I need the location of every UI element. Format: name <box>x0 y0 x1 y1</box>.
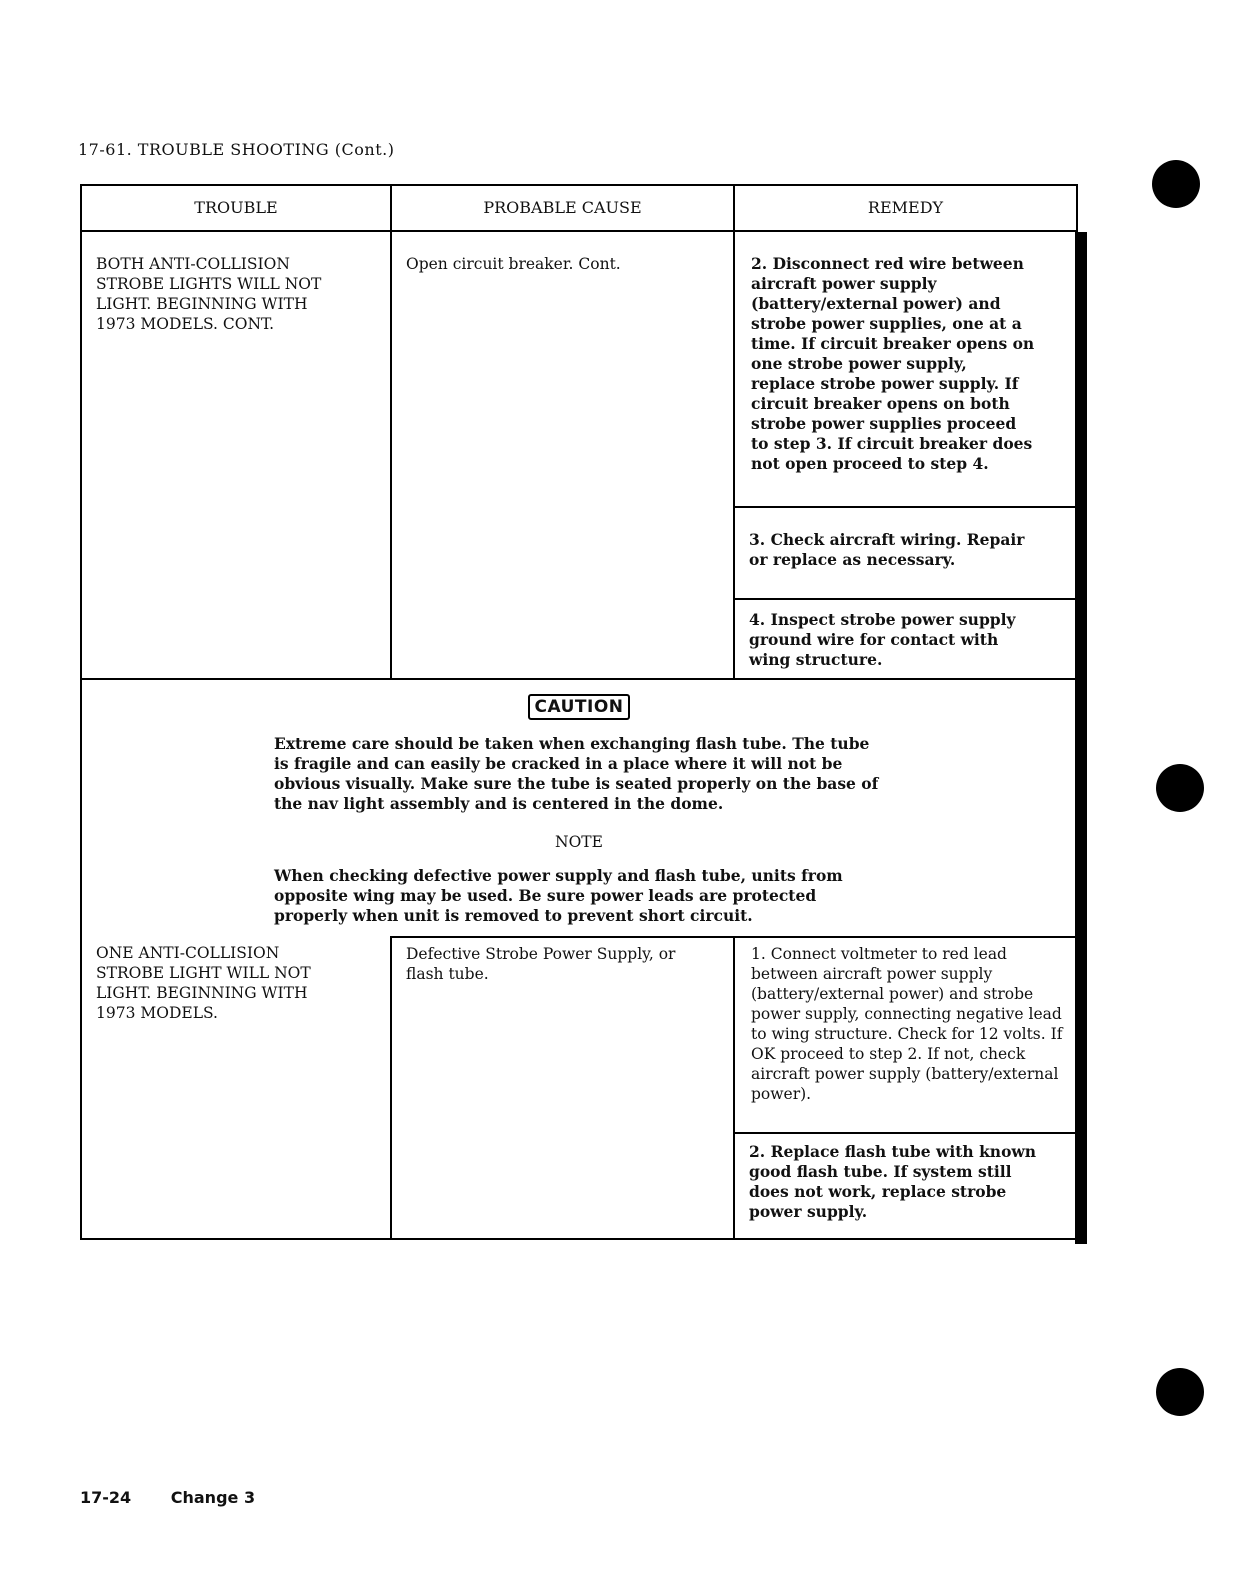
trouble-cell <box>81 231 391 679</box>
table-row <box>81 231 1077 507</box>
remedy-cell <box>734 599 1077 679</box>
punch-hole-top <box>1152 160 1200 208</box>
cause-cell <box>391 231 734 679</box>
note-label: NOTE <box>555 833 603 851</box>
remedy-cell <box>734 507 1077 599</box>
remedy-step-3: 3. Check aircraft wiring. Repair or replace as necessary. <box>749 530 1025 569</box>
section-title: 17-61. TROUBLE SHOOTING (Cont.) <box>78 140 395 159</box>
header-probable-cause: PROBABLE CAUSE <box>391 185 734 231</box>
remedy-step-2: 2. Replace flash tube with known good flash tube. If system still does not work, replace strobe power supply. <box>749 1142 1037 1221</box>
cause-text: Defective Strobe Power Supply, or flash tube. <box>406 945 676 983</box>
page-number: 17-24 <box>80 1488 132 1507</box>
trouble-cell <box>81 937 391 1239</box>
caution-note-row <box>81 679 1077 937</box>
cause-cell <box>391 937 734 1239</box>
remedy-step-1: 1. Connect voltmeter to red lead between aircraft power supply (battery/external power) and strobe power supply, connecting negative lead to wing structure. Check for 12 volts. If OK proceed to step 2. If not, check aircraft power supply (battery/external power). <box>751 945 1063 1103</box>
table-header-row <box>81 185 1077 231</box>
caution-label: CAUTION <box>528 694 629 720</box>
header-trouble: TROUBLE <box>81 185 391 231</box>
remedy-cell <box>734 937 1077 1133</box>
remedy-step-2: 2. Disconnect red wire between aircraft power supply (battery/external power) and strobe power supplies, one at a time. If circuit breaker opens on one strobe power supply, replace strobe power supply. If circuit breaker opens on both strobe power supplies proceed to step 3. If circuit breaker does not open proceed to step 4. <box>751 254 1035 473</box>
change-bar <box>1075 232 1087 1244</box>
cause-text: Open circuit breaker. Cont. <box>406 255 621 273</box>
caution-note-cell <box>81 679 1077 937</box>
remedy-cell <box>734 231 1077 507</box>
caution-text: Extreme care should be taken when exchanging flash tube. The tube is fragile and can easily be cracked in a place where it will not be obvious visually. Make sure the tube is seated properly on the base of the nav light assembly and is centered in the dome. <box>274 734 879 813</box>
change-label: Change 3 <box>170 1488 256 1507</box>
header-remedy: REMEDY <box>734 185 1077 231</box>
remedy-cell <box>734 1133 1077 1239</box>
trouble-shooting-table <box>80 184 1078 1240</box>
note-text: When checking defective power supply and flash tube, units from opposite wing may be used. Be sure power leads are protected properly when unit is removed to prevent short circuit. <box>274 866 843 925</box>
remedy-step-4: 4. Inspect strobe power supply ground wire for contact with wing structure. <box>749 610 1016 669</box>
trouble-text: ONE ANTI-COLLISION STROBE LIGHT WILL NOT LIGHT. BEGINNING WITH 1973 MODELS. <box>96 944 311 1022</box>
page-footer <box>80 1488 289 1507</box>
trouble-text: BOTH ANTI-COLLISION STROBE LIGHTS WILL NOT LIGHT. BEGINNING WITH 1973 MODELS. CONT. <box>96 255 322 333</box>
punch-hole-middle <box>1156 764 1204 812</box>
table-row <box>81 937 1077 1133</box>
punch-hole-bottom <box>1156 1368 1204 1416</box>
